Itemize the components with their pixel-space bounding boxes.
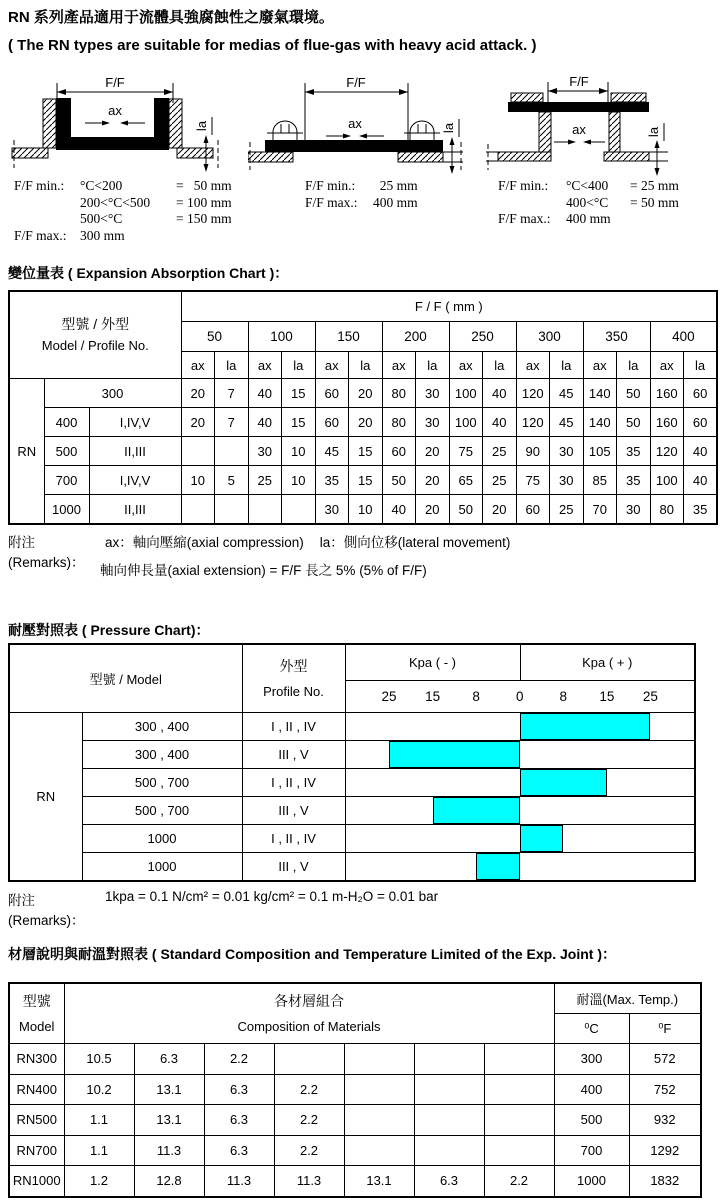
- profile-header-en: Profile No.: [263, 683, 324, 699]
- value-cell: 10: [181, 466, 215, 495]
- expansion-chart-heading: 變位量表 ( Expansion Absorption Chart )：: [8, 265, 289, 281]
- ff-limit-text: F/F min.:: [14, 178, 65, 193]
- material-cell: 13.1: [134, 1074, 204, 1105]
- kpa-tick-label: 15: [599, 688, 615, 704]
- ff-limit-text: 500<°C: [80, 211, 123, 226]
- value-cell: 60: [382, 437, 416, 466]
- value-cell: 35: [315, 466, 349, 495]
- value-cell: 40: [684, 466, 718, 495]
- subcol-header: ax: [181, 352, 215, 379]
- model-cell: 300 , 400: [82, 713, 242, 741]
- joint-cross-section-drawing: [486, 76, 724, 176]
- kpa-tick-label: 15: [425, 688, 441, 704]
- profile-cell: III , V: [242, 741, 345, 769]
- pressure-ticks-cell: [345, 681, 695, 713]
- material-cell: [344, 1074, 414, 1105]
- value-cell: 35: [684, 495, 718, 525]
- profile-cell: I,IV,V: [89, 408, 181, 437]
- material-cell: 13.1: [134, 1105, 204, 1136]
- value-cell: [181, 495, 215, 525]
- brand-cell: RN: [9, 379, 44, 525]
- material-cell: [414, 1044, 484, 1075]
- value-cell: [248, 495, 282, 525]
- ff-limit-text: 400 mm: [373, 194, 418, 210]
- value-cell: 25: [550, 495, 584, 525]
- ff-dimension-label: F/F: [105, 76, 125, 90]
- material-cell: [344, 1135, 414, 1166]
- celsius-cell: 700: [554, 1135, 629, 1166]
- value-cell: 100: [650, 466, 684, 495]
- pressure-range-bar: [433, 797, 520, 824]
- joint-diagrams-row: [10, 76, 722, 244]
- expansion-remark-extension: [100, 559, 427, 579]
- material-cell: 11.3: [274, 1166, 344, 1197]
- value-cell: 90: [516, 437, 550, 466]
- ff-dimension-label: F/F: [346, 76, 366, 90]
- kpa-tick-label: 8: [472, 688, 480, 704]
- material-cell: 2.2: [274, 1074, 344, 1105]
- material-cell: [414, 1074, 484, 1105]
- pressure-range-bar: [476, 853, 520, 880]
- lateral-movement-label: la: [646, 126, 661, 138]
- profile-cell: II,III: [89, 437, 181, 466]
- value-cell: 5: [215, 466, 249, 495]
- remarks-label: 附注(Remarks)：: [8, 535, 85, 570]
- material-cell: [274, 1044, 344, 1075]
- ff-size-header: 150: [315, 322, 382, 352]
- fahrenheit-cell: 752: [629, 1074, 701, 1105]
- ff-limit-text: [630, 211, 724, 228]
- value-cell: 120: [650, 437, 684, 466]
- value-cell: 15: [349, 437, 383, 466]
- composition-materials-header: [64, 983, 554, 1044]
- ff-limit-text: = 100 mm: [176, 194, 232, 210]
- value-cell: 100: [449, 379, 483, 408]
- pressure-range-bar: [520, 713, 651, 740]
- value-cell: 85: [583, 466, 617, 495]
- value-cell: 105: [583, 437, 617, 466]
- pressure-row: [9, 853, 695, 882]
- lateral-movement-label: la: [194, 120, 209, 132]
- model-cell: 500 , 700: [82, 769, 242, 797]
- pressure-range-cell: [345, 741, 695, 769]
- brand-cell: RN: [9, 713, 82, 882]
- model-cell: RN400: [9, 1074, 64, 1105]
- material-cell: [414, 1135, 484, 1166]
- material-cell: [414, 1105, 484, 1136]
- value-cell: 15: [282, 408, 316, 437]
- subcol-header: la: [282, 352, 316, 379]
- pressure-row: [9, 741, 695, 769]
- subcol-header: la: [215, 352, 249, 379]
- kpa-negative-header: Kpa ( - ): [345, 644, 520, 681]
- composition-row: [9, 1135, 701, 1166]
- subcol-header: la: [349, 352, 383, 379]
- ff-limit-text: 300 mm: [80, 227, 125, 243]
- expansion-row: [9, 495, 717, 525]
- profile-header-zh: 外型: [279, 657, 308, 674]
- value-cell: 140: [583, 408, 617, 437]
- value-cell: 10: [282, 466, 316, 495]
- ff-mm-header: F / F ( mm ): [181, 291, 717, 322]
- subcol-header: la: [483, 352, 517, 379]
- profile-cell: I,IV,V: [89, 466, 181, 495]
- kpa-tick-label: 8: [559, 688, 568, 704]
- ff-limit-text: [498, 195, 566, 212]
- pressure-table-body: [9, 713, 695, 882]
- value-cell: 40: [248, 379, 282, 408]
- model-cell: 300: [44, 379, 181, 408]
- subcol-header: ax: [650, 352, 684, 379]
- profile-cell: I , II , IV: [242, 825, 345, 853]
- max-temp-header: 耐溫(Max. Temp.): [554, 983, 701, 1014]
- pressure-chart-heading: 耐壓對照表 ( Pressure Chart)：: [8, 622, 210, 638]
- value-cell: 50: [382, 466, 416, 495]
- material-cell: [344, 1044, 414, 1075]
- value-cell: 40: [684, 437, 718, 466]
- model-cell: 400: [44, 408, 89, 437]
- value-cell: 50: [617, 379, 651, 408]
- remarks-label: 附注(Remarks)：: [8, 893, 85, 928]
- ff-limit-text: F/F max.:: [14, 227, 67, 243]
- value-cell: 20: [416, 466, 450, 495]
- material-cell: 1.2: [64, 1166, 134, 1197]
- fahrenheit-cell: 572: [629, 1044, 701, 1075]
- subcol-header: ax: [449, 352, 483, 379]
- value-cell: 10: [349, 495, 383, 525]
- model-profile-header: [9, 291, 181, 379]
- ff-size-header: 400: [650, 322, 717, 352]
- expansion-row: [9, 466, 717, 495]
- value-cell: 120: [516, 408, 550, 437]
- subcol-header: ax: [516, 352, 550, 379]
- value-cell: 45: [550, 408, 584, 437]
- ff-limit-text: °C<400: [566, 178, 609, 193]
- value-cell: 15: [282, 379, 316, 408]
- diagram-type-roof-joint: [486, 76, 724, 244]
- kpa-tick-label: 25: [642, 688, 658, 704]
- fahrenheit-cell: 932: [629, 1105, 701, 1136]
- celsius-cell: 500: [554, 1105, 629, 1136]
- value-cell: 50: [617, 408, 651, 437]
- material-cell: 6.3: [204, 1074, 274, 1105]
- lateral-movement-label: la: [441, 122, 456, 134]
- value-cell: 20: [181, 379, 215, 408]
- value-cell: 45: [315, 437, 349, 466]
- model-cell: 500: [44, 437, 89, 466]
- pressure-table: [8, 643, 696, 882]
- page-title-zh: RN 系列產品適用于流體具強腐蝕性之廢氣環境。: [8, 9, 334, 26]
- pressure-model-header: 型號 / Model: [9, 644, 242, 713]
- material-cell: 12.8: [134, 1166, 204, 1197]
- material-cell: [484, 1044, 554, 1075]
- value-cell: 15: [349, 466, 383, 495]
- ff-limit-text: = 50 mm: [176, 178, 232, 193]
- remark-ax: ax：軸向壓縮(axial compression): [105, 535, 304, 550]
- value-cell: 25: [248, 466, 282, 495]
- value-cell: 10: [282, 437, 316, 466]
- value-cell: 70: [583, 495, 617, 525]
- material-cell: 6.3: [204, 1135, 274, 1166]
- value-cell: 20: [181, 408, 215, 437]
- model-cell: RN500: [9, 1105, 64, 1136]
- value-cell: 50: [449, 495, 483, 525]
- value-cell: [215, 437, 249, 466]
- profile-cell: III , V: [242, 853, 345, 882]
- value-cell: 40: [248, 408, 282, 437]
- value-cell: 35: [617, 466, 651, 495]
- composition-row: [9, 1074, 701, 1105]
- subcol-header: la: [416, 352, 450, 379]
- remark-la: la：側向位移(lateral movement): [319, 535, 511, 550]
- model-cell: 300 , 400: [82, 741, 242, 769]
- material-cell: 2.2: [274, 1105, 344, 1136]
- profile-cell: I , II , IV: [242, 713, 345, 741]
- fahrenheit-cell: 1292: [629, 1135, 701, 1166]
- value-cell: 120: [516, 379, 550, 408]
- ff-limit-text: = 25 mm: [630, 178, 679, 193]
- composition-table-body: [9, 1044, 701, 1197]
- materials-header-en: Composition of Materials: [237, 1018, 381, 1034]
- ff-size-header: 100: [248, 322, 315, 352]
- kpa-tick-label: 25: [381, 688, 397, 704]
- value-cell: 7: [215, 379, 249, 408]
- material-cell: [484, 1074, 554, 1105]
- value-cell: 75: [516, 466, 550, 495]
- ff-limit-text: [176, 228, 245, 245]
- ff-limit-text: F/F min.:: [498, 178, 549, 193]
- value-cell: 160: [650, 408, 684, 437]
- model-cell: RN1000: [9, 1166, 64, 1197]
- subcol-header: la: [684, 352, 718, 379]
- ff-dimension-label: F/F: [569, 76, 589, 89]
- value-cell: 20: [416, 437, 450, 466]
- value-cell: 7: [215, 408, 249, 437]
- pressure-range-bar: [520, 769, 607, 796]
- fahrenheit-cell: 1832: [629, 1166, 701, 1197]
- value-cell: 40: [382, 495, 416, 525]
- material-cell: [484, 1135, 554, 1166]
- materials-header-zh: 各材層組合: [274, 992, 344, 1009]
- value-cell: 30: [416, 408, 450, 437]
- value-cell: 40: [483, 408, 517, 437]
- material-cell: [344, 1105, 414, 1136]
- pressure-row: [9, 797, 695, 825]
- remark-axial-extension: 軸向伸長量(axial extension) = F/F 長之 5% (5% of F/F): [100, 563, 427, 578]
- model-profile-header-zh: 型號 / 外型: [61, 316, 130, 332]
- value-cell: 30: [550, 437, 584, 466]
- pressure-profile-header: [242, 644, 345, 713]
- value-cell: 80: [382, 408, 416, 437]
- kpa-tick-label: 0: [515, 688, 524, 704]
- ff-limit-text: = 150 mm: [176, 211, 232, 226]
- subcol-header: ax: [583, 352, 617, 379]
- model-profile-header-en: Model / Profile No.: [41, 338, 149, 353]
- expansion-absorption-table: [8, 290, 718, 525]
- ff-limit-text: F/F max.:: [498, 211, 551, 226]
- composition-table-heading: 材層說明與耐溫對照表 ( Standard Composition and Temperature Limited of the Exp. Joint )：: [8, 946, 616, 962]
- profile-cell: III , V: [242, 797, 345, 825]
- expansion-row: [9, 408, 717, 437]
- composition-table: [8, 982, 702, 1198]
- diagram-ff-limits: [498, 178, 724, 228]
- page-title-en: ( The RN types are suitable for medias of flue-gas with heavy acid attack. ): [8, 37, 537, 54]
- model-cell: RN300: [9, 1044, 64, 1075]
- model-cell: 500 , 700: [82, 797, 242, 825]
- pressure-range-cell: [345, 825, 695, 853]
- material-cell: [484, 1105, 554, 1136]
- value-cell: 60: [516, 495, 550, 525]
- value-cell: 80: [650, 495, 684, 525]
- composition-model-header: [9, 983, 64, 1044]
- value-cell: 65: [449, 466, 483, 495]
- material-cell: 11.3: [134, 1135, 204, 1166]
- subcol-header: la: [617, 352, 651, 379]
- value-cell: 30: [617, 495, 651, 525]
- subcol-header: la: [550, 352, 584, 379]
- pressure-remarks: [8, 889, 438, 929]
- value-cell: 140: [583, 379, 617, 408]
- celsius-cell: 300: [554, 1044, 629, 1075]
- value-cell: 25: [483, 437, 517, 466]
- model-cell: 1000: [82, 825, 242, 853]
- ff-size-header: 300: [516, 322, 583, 352]
- profile-cell: I , II , IV: [242, 769, 345, 797]
- material-cell: 2.2: [274, 1135, 344, 1166]
- celsius-cell: 1000: [554, 1166, 629, 1197]
- kpa-positive-header: Kpa ( + ): [520, 644, 695, 681]
- value-cell: 160: [650, 379, 684, 408]
- ff-size-header: 250: [449, 322, 516, 352]
- material-cell: 2.2: [204, 1044, 274, 1075]
- model-header-zh: 型號: [22, 992, 51, 1009]
- diagram-ff-limits: [305, 178, 483, 211]
- ff-limit-text: 200<°C<500: [80, 194, 151, 210]
- value-cell: [282, 495, 316, 525]
- pressure-range-cell: [345, 853, 695, 882]
- value-cell: 60: [315, 408, 349, 437]
- composition-row: [9, 1044, 701, 1075]
- diagram-ff-limits: [14, 178, 245, 244]
- value-cell: 20: [349, 408, 383, 437]
- value-cell: 30: [550, 466, 584, 495]
- value-cell: 30: [315, 495, 349, 525]
- model-header-en: Model: [19, 1018, 55, 1034]
- joint-cross-section-drawing: [10, 76, 245, 176]
- ff-limit-text: F/F max.:: [305, 194, 358, 210]
- composition-row: [9, 1166, 701, 1197]
- ff-limit-text: 400<°C: [566, 194, 609, 210]
- profile-cell: II,III: [89, 495, 181, 525]
- model-cell: 1000: [82, 853, 242, 882]
- ff-size-header: 200: [382, 322, 449, 352]
- material-cell: 2.2: [484, 1166, 554, 1197]
- material-cell: 6.3: [134, 1044, 204, 1075]
- value-cell: 60: [684, 408, 718, 437]
- ff-limit-text: [14, 211, 80, 228]
- axial-compression-label: ax: [108, 103, 122, 118]
- pressure-range-cell: [345, 769, 695, 797]
- model-cell: 700: [44, 466, 89, 495]
- value-cell: 75: [449, 437, 483, 466]
- expansion-row: [9, 437, 717, 466]
- remark-unit-conversion: 1kpa = 0.1 N/cm² = 0.01 kg/cm² = 0.1 m-H₂O = 0.01 bar: [105, 889, 439, 904]
- celsius-header: ⁰C: [554, 1014, 629, 1044]
- ff-limit-text: 25 mm: [373, 178, 418, 193]
- model-cell: RN700: [9, 1135, 64, 1166]
- material-cell: 13.1: [344, 1166, 414, 1197]
- value-cell: 40: [483, 379, 517, 408]
- value-cell: 30: [248, 437, 282, 466]
- value-cell: 35: [617, 437, 651, 466]
- value-cell: 20: [416, 495, 450, 525]
- composition-row: [9, 1105, 701, 1136]
- ff-size-header: 350: [583, 322, 650, 352]
- value-cell: [181, 437, 215, 466]
- value-cell: 45: [550, 379, 584, 408]
- pressure-range-bar: [520, 825, 564, 852]
- value-cell: 80: [382, 379, 416, 408]
- axial-compression-label: ax: [348, 116, 362, 131]
- subcol-header: ax: [315, 352, 349, 379]
- fahrenheit-header: ⁰F: [629, 1014, 701, 1044]
- material-cell: 10.5: [64, 1044, 134, 1075]
- material-cell: 11.3: [204, 1166, 274, 1197]
- expansion-row: [9, 379, 717, 408]
- ff-limit-text: °C<200: [80, 178, 123, 193]
- ff-limit-text: = 50 mm: [630, 194, 679, 210]
- material-cell: 6.3: [414, 1166, 484, 1197]
- pressure-range-cell: [345, 797, 695, 825]
- pressure-row: [9, 825, 695, 853]
- diagram-type-u-joint: [10, 76, 245, 244]
- value-cell: 30: [416, 379, 450, 408]
- value-cell: 20: [349, 379, 383, 408]
- value-cell: 20: [483, 495, 517, 525]
- value-cell: 25: [483, 466, 517, 495]
- material-cell: 1.1: [64, 1135, 134, 1166]
- pressure-row: [9, 769, 695, 797]
- expansion-table-body: [9, 379, 717, 525]
- ff-limit-text: 400 mm: [566, 211, 611, 226]
- subcol-header: ax: [248, 352, 282, 379]
- pressure-range-cell: [345, 713, 695, 741]
- axial-compression-label: ax: [572, 122, 586, 137]
- pressure-row: [9, 713, 695, 741]
- joint-cross-section-drawing: [248, 76, 483, 176]
- diagram-type-belt-joint: [248, 76, 483, 244]
- material-cell: 1.1: [64, 1105, 134, 1136]
- value-cell: 60: [684, 379, 718, 408]
- celsius-cell: 400: [554, 1074, 629, 1105]
- ff-size-header: 50: [181, 322, 248, 352]
- value-cell: 100: [449, 408, 483, 437]
- ff-limit-text: F/F min.:: [305, 178, 356, 193]
- ff-limit-text: [14, 195, 80, 212]
- value-cell: 60: [315, 379, 349, 408]
- model-cell: 1000: [44, 495, 89, 525]
- pressure-range-bar: [389, 741, 520, 768]
- subcol-header: ax: [382, 352, 416, 379]
- value-cell: [215, 495, 249, 525]
- material-cell: 6.3: [204, 1105, 274, 1136]
- material-cell: 10.2: [64, 1074, 134, 1105]
